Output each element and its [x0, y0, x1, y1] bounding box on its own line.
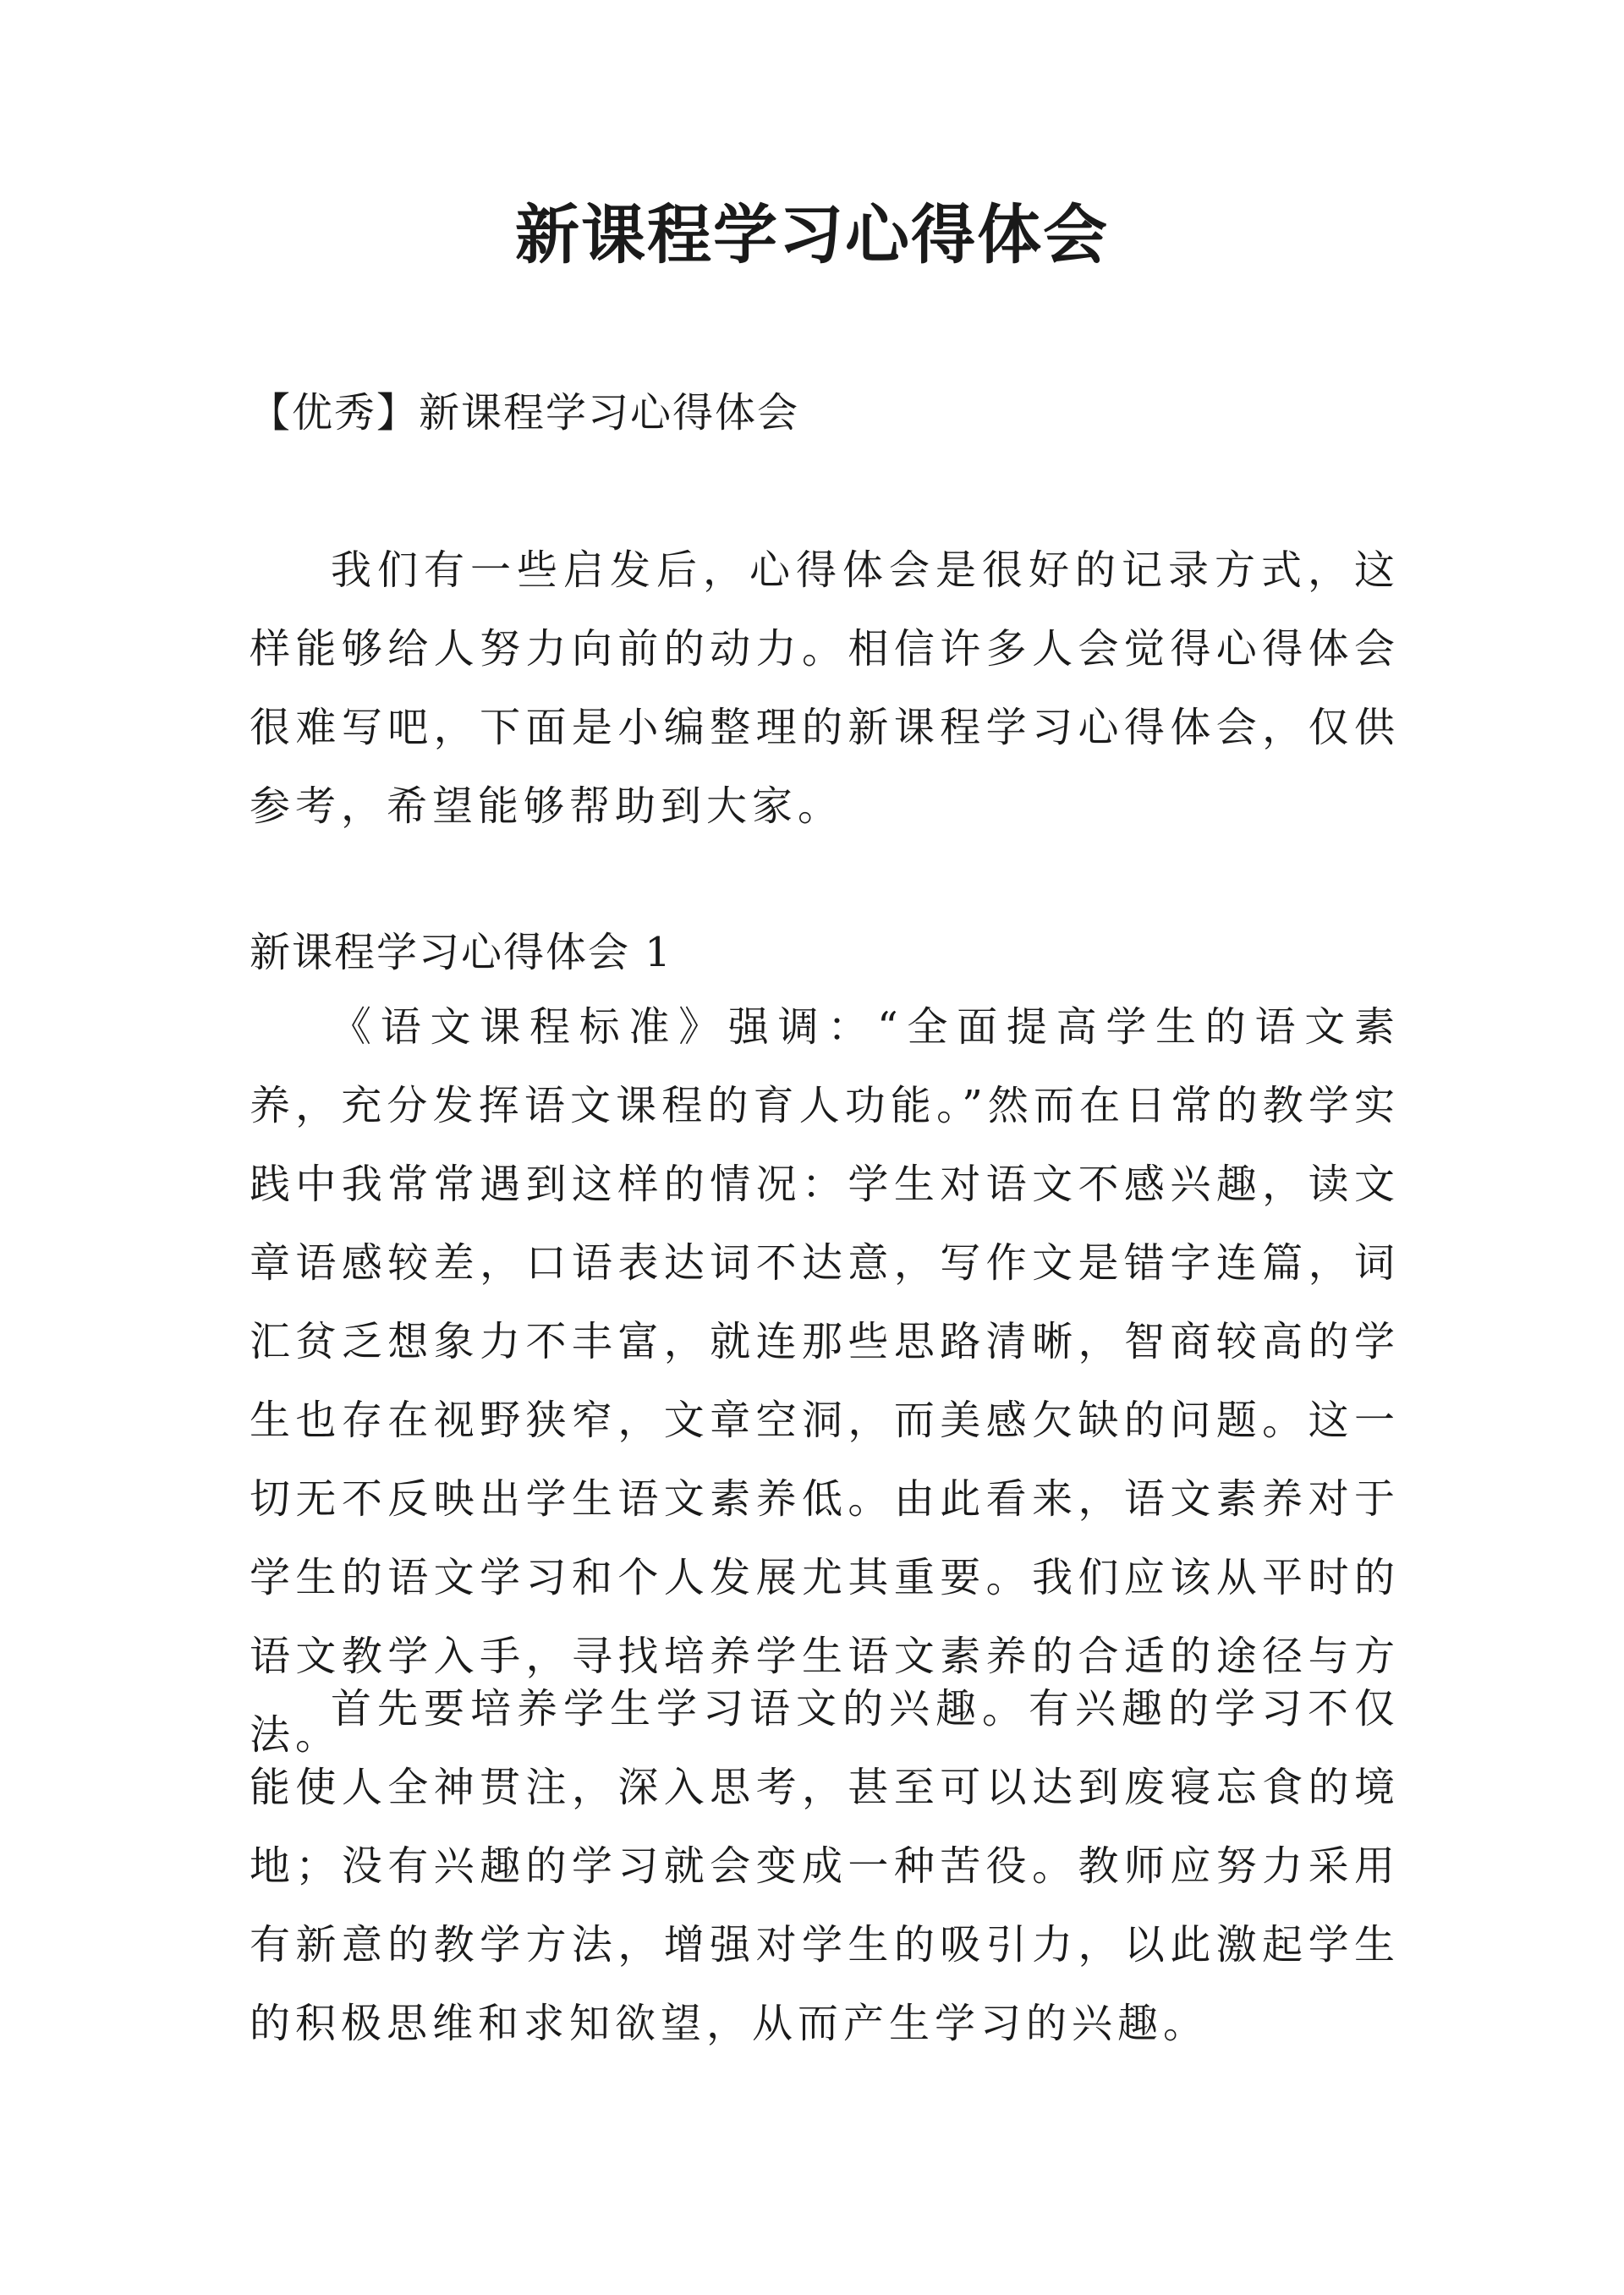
document-subtitle: 【优秀】新课程学习心得体会 — [250, 389, 800, 436]
body-paragraph-1: 《语文课程标准》强调：“全面提高学生的语文素养，充分发挥语文课程的育人功能。”然而在日常的教学实践中我常常遇到这样的情况：学生对语文不感兴趣，读文章语感较差，口语表达词不达意，写作文是错字连篇，词汇贫乏想象力不丰富，就连那些思路清晰，智商较高的学生也存在视野狭窄，文章空洞，而美感欠缺的问题。这一切无不反映出学生语文素养低。由此看来，语文素养对于学生的语文学习和个人发展尤其重要。我们应该从平时的语文教学入手，寻找培养学生语文素养的合适的途径与方法。 — [250, 1003, 1400, 1759]
intro-paragraph: 我们有一些启发后，心得体会是很好的记录方式，这样能够给人努力向前的动力。相信许多人会觉得心得体会很难写吧，下面是小编整理的新课程学习心得体会，仅供参考，希望能够帮助到大家。 — [250, 546, 1400, 830]
section-heading: 新课程学习心得体会 1 — [250, 929, 672, 976]
document-title: 新课程学习心得体会 — [515, 197, 1109, 272]
body-paragraph-2: 首先要培养学生学习语文的兴趣。有兴趣的学习不仅能使人全神贯注，深入思考，甚至可以达到废寝忘食的境地；没有兴趣的学习就会变成一种苦役。教师应努力采用有新意的教学方法，增强对学生的吸引力，以此激起学生的积极思维和求知欲望，从而产生学习的兴趣。 — [250, 1685, 1400, 2047]
